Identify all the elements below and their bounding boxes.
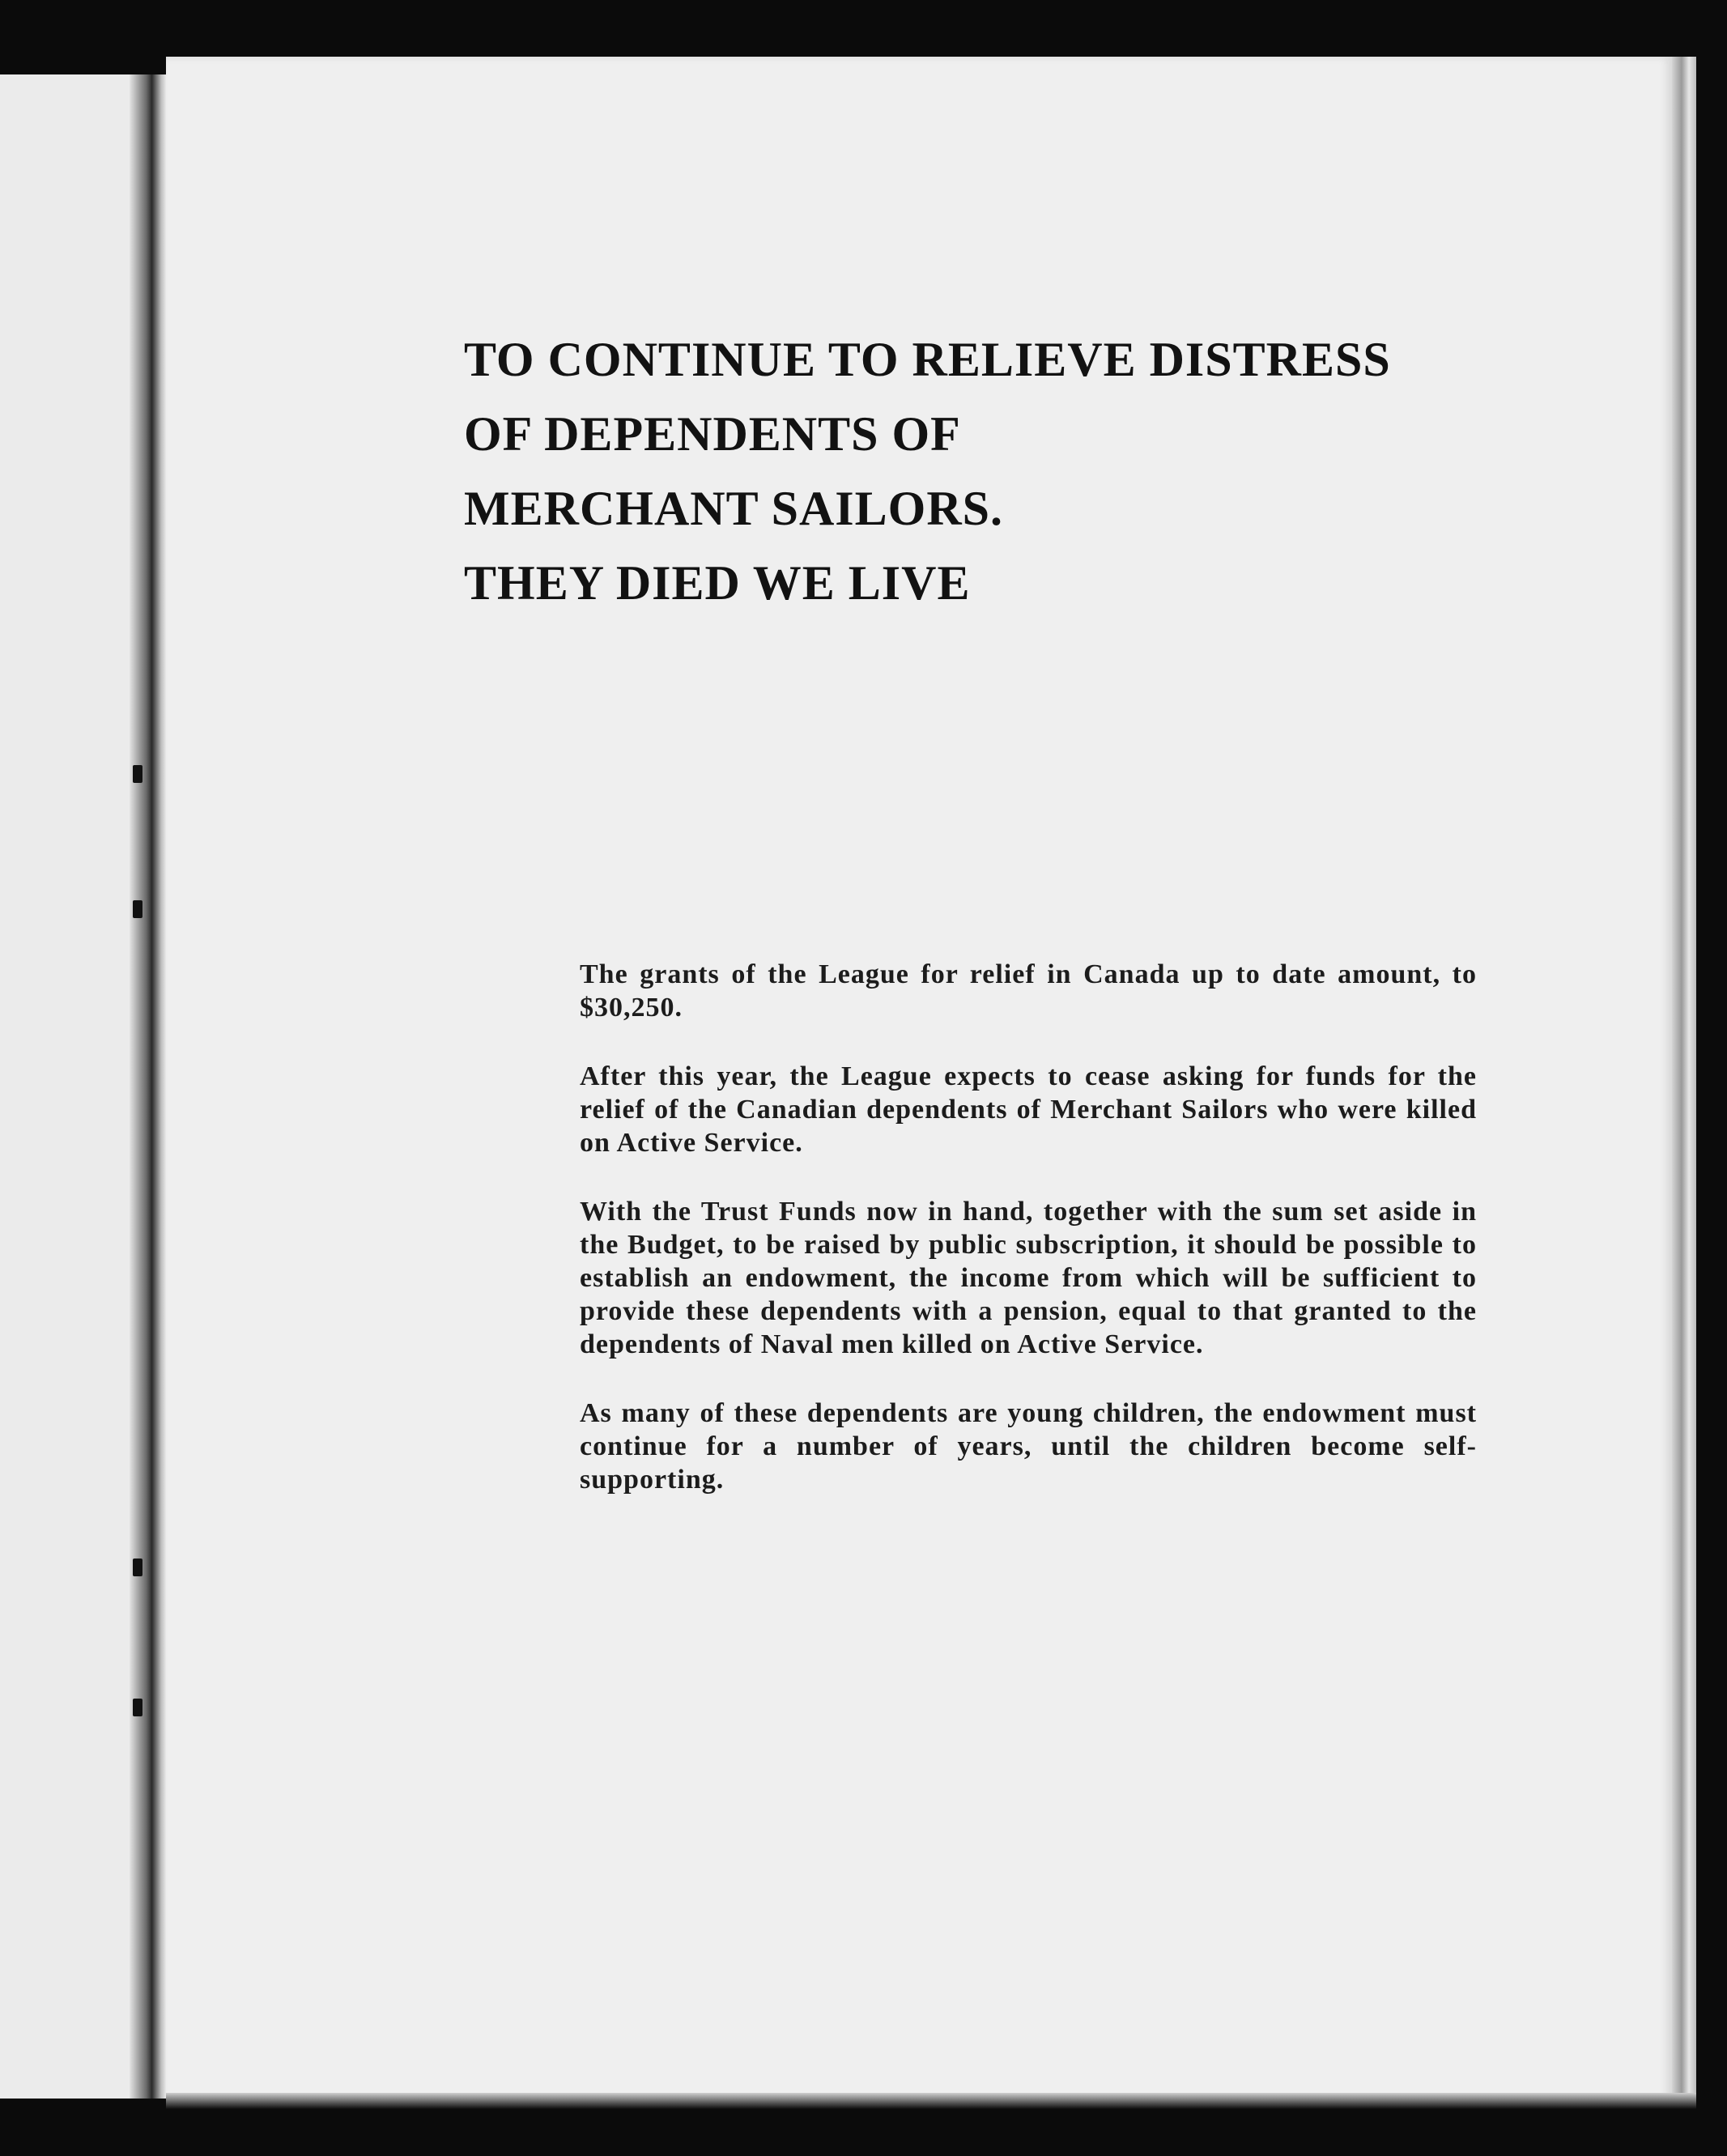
book-binding <box>130 74 167 2099</box>
heading-line-4: THEY DIED WE LIVE <box>464 556 971 610</box>
binding-mark <box>133 1559 142 1576</box>
paragraph-trust-funds: With the Trust Funds now in hand, together with the sum set aside in the Budget, to be raised by public subscription, it should be possible to establish an endowment, the income from which will be sufficient to provide these dependents with a pension, equal to that granted to the dependents of Naval men killed on Active Service. <box>580 1197 1477 1359</box>
heading-line-2: OF DEPENDENTS OF <box>464 407 961 461</box>
heading-line-3: MERCHANT SAILORS. <box>464 482 1004 535</box>
binding-mark <box>133 900 142 918</box>
body-text <box>580 958 1477 1532</box>
page-edge <box>1672 57 1696 2101</box>
binding-mark <box>133 1699 142 1716</box>
paragraph-endowment: As many of these dependents are young children, the endowment must continue for a number of years, until the children become self-supporting. <box>580 1398 1477 1495</box>
paragraph-grants: The grants of the League for relief in Canada up to date amount, to $30,250. <box>580 959 1477 1023</box>
page-bottom-shadow <box>166 2093 1696 2109</box>
binding-mark <box>133 765 142 783</box>
page-heading <box>464 322 1476 620</box>
paragraph-cease-asking: After this year, the League expects to cease asking for funds for the relief of the Canadian dependents of Merchant Sailors who were killed on Active Service. <box>580 1061 1477 1158</box>
heading-line-1: TO CONTINUE TO RELIEVE DISTRESS <box>464 333 1391 386</box>
